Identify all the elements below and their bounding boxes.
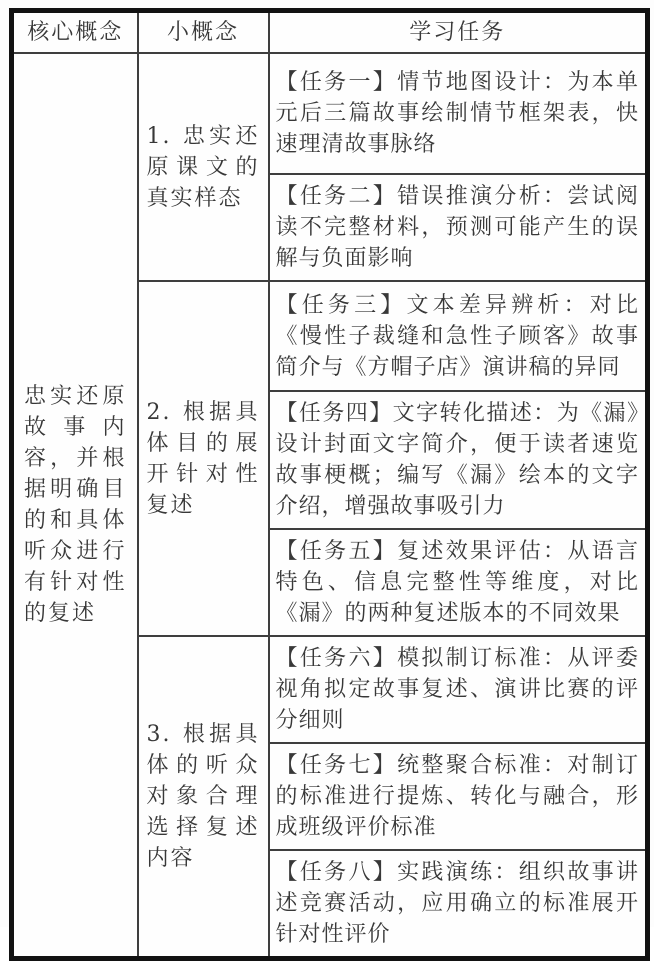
task-cell-3: 【任务三】文本差异辨析：对比《慢性子裁缝和急性子顾客》故事简介与《方帽子店》演讲稿的异同 [269,281,648,391]
task-cell-2: 【任务二】错误推演分析：尝试阅读不完整材料，预测可能产生的误解与负面影响 [269,174,648,281]
task-cell-1: 【任务一】情节地图设计：为本单元后三篇故事绘制情节框架表，快速理清故事脉络 [269,53,648,174]
learning-tasks-table [9,8,650,961]
core-concept-cell: 忠实还原故事内容，并根据明确目的和具体听众进行有针对性的复述 [12,53,138,959]
header-sub-concept: 小概念 [138,11,269,54]
task-cell-4: 【任务四】文字转化描述：为《漏》设计封面文字简介，便于读者速览故事梗概；编写《漏》绘本的文字介绍，增强故事吸引力 [269,391,648,529]
task-cell-6: 【任务六】模拟制订标准：从评委视角拟定故事复述、演讲比赛的评分细则 [269,636,648,743]
table-header-row [12,11,648,54]
task-cell-7: 【任务七】统整聚合标准：对制订的标准进行提炼、转化与融合，形成班级评价标准 [269,743,648,850]
sub-concept-cell-2: 2. 根据具体目的展开针对性复述 [138,281,269,636]
sub-concept-cell-3: 3. 根据具体的听众对象合理选择复述内容 [138,636,269,959]
header-learning-tasks: 学习任务 [269,11,648,54]
sub-concept-cell-1: 1. 忠实还原课文的真实样态 [138,53,269,281]
task-cell-8: 【任务八】实践演练：组织故事讲述竞赛活动，应用确立的标准展开针对性评价 [269,850,648,959]
header-core-concept: 核心概念 [12,11,138,54]
task-cell-5: 【任务五】复述效果评估：从语言特色、信息完整性等维度，对比《漏》的两种复述版本的不同效果 [269,529,648,636]
table-row [12,53,648,174]
